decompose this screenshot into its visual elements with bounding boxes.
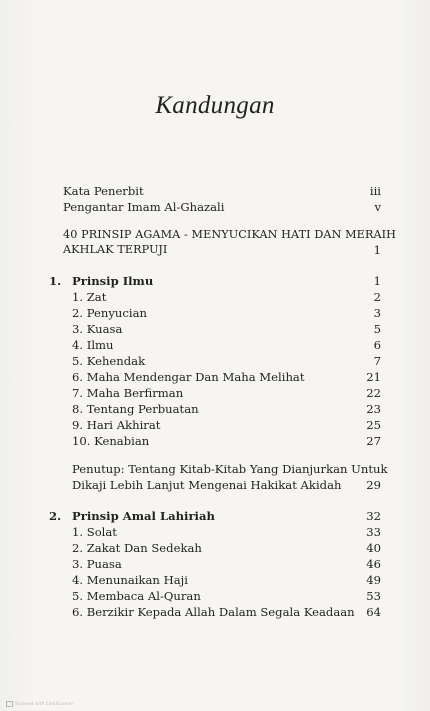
toc-page-number: 64 — [366, 605, 381, 619]
toc-entry: 2. Zakat Dan Sedekah — [72, 541, 202, 555]
toc-page-number: v — [374, 200, 381, 214]
scanner-watermark — [6, 701, 73, 707]
toc-page-number: 7 — [373, 354, 381, 368]
toc-entry: 7. Maha Berfirman — [72, 386, 184, 400]
toc-page-number: 40 — [366, 541, 381, 555]
watermark-text: Scanned with CamScanner — [15, 701, 74, 706]
toc-page-number: 53 — [366, 589, 381, 603]
toc-entry: 8. Tentang Perbuatan — [72, 402, 199, 416]
toc-entry: 6. Berzikir Kepada Allah Dalam Segala Keadaan — [72, 605, 355, 619]
toc-entry: 6. Maha Mendengar Dan Maha Melihat — [72, 370, 305, 384]
toc-page-number: 2 — [373, 290, 381, 304]
toc-entry: 10. Kenabian — [72, 434, 150, 448]
page-title: Kandungan — [155, 92, 275, 119]
toc-page-number: 29 — [366, 478, 381, 492]
chapter-number: 2. — [49, 509, 62, 523]
toc-entry: 2. Penyucian — [72, 306, 147, 320]
camscanner-logo-icon — [6, 701, 13, 707]
chapter-heading-prinsip-ilmu — [49, 274, 153, 288]
toc-entry-pengantar: Pengantar Imam Al-Ghazali — [63, 200, 225, 214]
toc-entry: 4. Ilmu — [72, 338, 114, 352]
toc-page-number: 1 — [373, 274, 381, 288]
toc-closing-line2: Dikaji Lebih Lanjut Mengenai Hakikat Akidah — [72, 478, 342, 492]
chapter-title: Prinsip Amal Lahiriah — [72, 509, 215, 523]
toc-entry: 9. Hari Akhirat — [72, 418, 161, 432]
toc-page-number: 27 — [366, 434, 381, 448]
toc-page-number: 49 — [366, 573, 381, 587]
chapter-heading-prinsip-amal-lahiriah — [49, 509, 215, 523]
toc-page-number: 1 — [373, 243, 381, 257]
toc-page-number: 5 — [373, 322, 381, 336]
toc-page-number: 22 — [366, 386, 381, 400]
toc-entry: 3. Puasa — [72, 557, 122, 571]
toc-entry: 4. Menunaikan Haji — [72, 573, 188, 587]
toc-page-number: 6 — [373, 338, 381, 352]
toc-page-number: 23 — [366, 402, 381, 416]
toc-entry: 3. Kuasa — [72, 322, 123, 336]
part-heading-line1: 40 PRINSIP AGAMA - MENYUCIKAN HATI DAN MERAIH — [63, 228, 397, 241]
chapter-title: Prinsip Ilmu — [72, 274, 154, 288]
toc-page-number: 25 — [366, 418, 381, 432]
toc-page-number: 21 — [366, 370, 381, 384]
toc-page-number: 32 — [366, 509, 381, 523]
toc-entry: 1. Solat — [72, 525, 117, 539]
chapter-number: 1. — [49, 274, 62, 288]
toc-closing-line1: Penutup: Tentang Kitab-Kitab Yang Dianjurkan Untuk — [72, 462, 388, 476]
part-heading-line2: AKHLAK TERPUJI — [63, 243, 168, 256]
toc-page-number: 3 — [373, 306, 381, 320]
toc-entry: 1. Zat — [72, 290, 107, 304]
toc-page-number: 33 — [366, 525, 381, 539]
toc-page-number: iii — [369, 184, 381, 198]
toc-entry-kata-penerbit: Kata Penerbit — [63, 184, 144, 198]
toc-page-number: 46 — [366, 557, 381, 571]
toc-entry: 5. Membaca Al-Quran — [72, 589, 201, 603]
toc-entry: 5. Kehendak — [72, 354, 146, 368]
